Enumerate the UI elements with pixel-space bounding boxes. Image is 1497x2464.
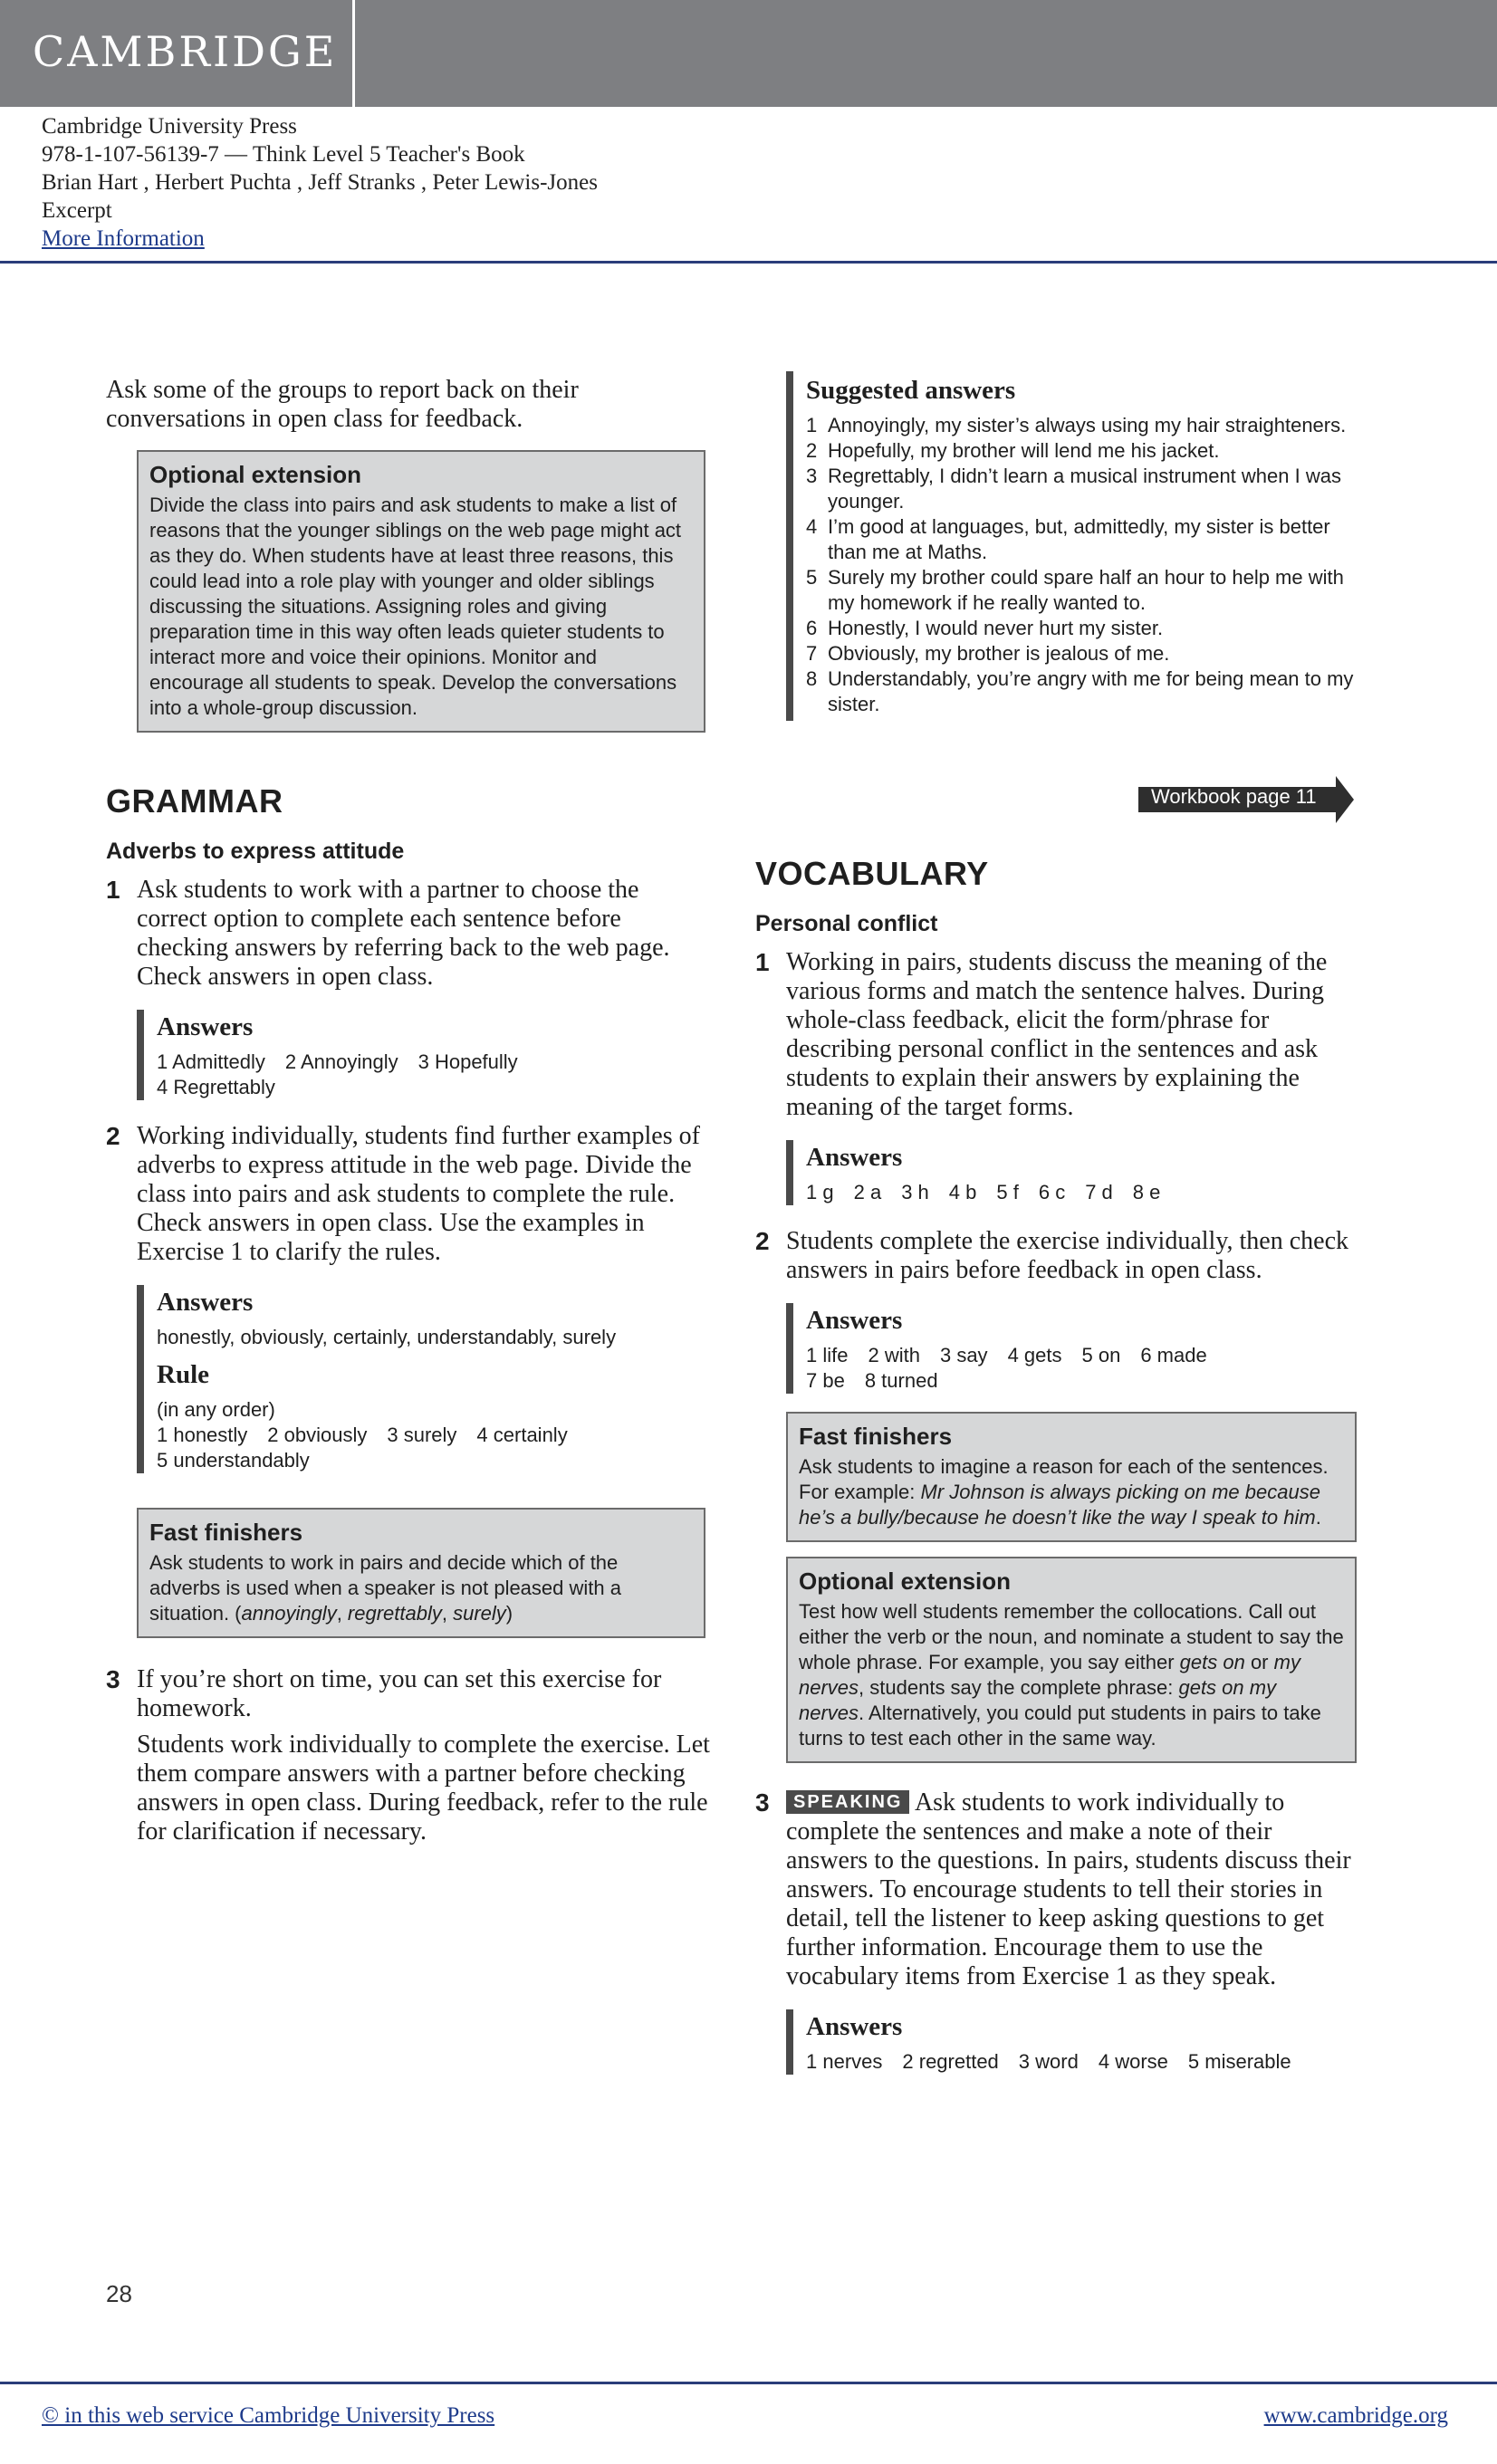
answers-title: Answers — [806, 1306, 903, 1335]
footer-website — [1264, 2403, 1448, 2429]
excerpt-label: Excerpt — [42, 198, 112, 223]
grammar-exercise-3 — [106, 1665, 711, 1846]
item-number: 5 — [806, 566, 818, 589]
item-text: Regrettably, I didn’t learn a musical instrument when I was younger. — [828, 465, 1341, 513]
body-text: ) — [505, 1602, 513, 1625]
answer-item: 8 e — [1132, 1181, 1161, 1203]
exercise-text: Students complete the exercise individually, then check answers in pairs before feedback in open class. — [786, 1227, 1348, 1284]
answer-item: 2 with — [868, 1344, 920, 1366]
authors: Brian Hart , Herbert Puchta , Jeff Stranks , Peter Lewis-Jones — [42, 170, 598, 195]
answers-title: Answers — [806, 1143, 903, 1172]
workbook-page-tag[interactable] — [1138, 776, 1354, 823]
answer-item: 1 life — [806, 1344, 849, 1366]
exercise-number: 2 — [755, 1227, 770, 1255]
rule-note: (in any order) — [157, 1398, 275, 1421]
answer-item: 4 worse — [1098, 2050, 1168, 2073]
answer-item: 7 d — [1085, 1181, 1113, 1203]
item-number: 7 — [806, 642, 818, 665]
item-text: Surely my brother could spare half an hour to help me with my homework if he really wanted to. — [828, 566, 1344, 614]
vocabulary-subheading: Personal conflict — [755, 911, 938, 936]
item-text: Honestly, I would never hurt my sister. — [828, 617, 1164, 639]
exercise-text-block — [137, 1665, 711, 1846]
answer-item: 6 c — [1038, 1181, 1066, 1203]
exercise-text: Ask students to work with a partner to choose the correct option to complete each sentence before checking answers by referring back to the web page. Check answers in open class. — [137, 876, 670, 991]
answer-item: 4 b — [948, 1181, 977, 1203]
body-text: Ask students to work in pairs and decide which of the adverbs is used when a speaker is not pleased with a situation. ( — [149, 1551, 621, 1625]
item-number: 2 — [806, 439, 818, 462]
italic-word: regrettably — [347, 1602, 442, 1625]
exercise-number: 2 — [106, 1122, 120, 1150]
answer-item: 5 f — [996, 1181, 1019, 1203]
exercise-text: If you’re short on time, you can set this exercise for homework. — [137, 1665, 662, 1722]
item-number: 3 — [806, 465, 818, 487]
answer-item: 3 h — [901, 1181, 929, 1203]
body-text: Ask students to imagine a reason for each of the sentences. For example: — [799, 1455, 1329, 1503]
website-link[interactable]: www.cambridge.org — [1263, 2403, 1448, 2428]
answers-line — [806, 1343, 1357, 1368]
suggested-answers-box — [786, 371, 1357, 721]
logo-block — [0, 0, 355, 107]
answer-item: 3 surely — [387, 1424, 457, 1446]
fast-finishers-body — [149, 1550, 693, 1626]
optional-extension-body — [799, 1599, 1344, 1751]
exercise-text: Students work individually to complete the exercise. Let them compare answers with a partner before checking answers in open class. During feedback, refer to the rule for clarification if necessary. — [137, 1731, 710, 1846]
item-number: 6 — [806, 617, 818, 639]
grammar-exercise-2 — [106, 1122, 711, 1267]
right-column — [755, 371, 1357, 721]
exercise-text: Ask students to work individually to complete the sentences and make a note of their answers to the questions. In pairs, students discuss their answers. To encourage students to tell their stories in detail, tell the listener to keep asking questions to get further information. Encourage them to use the vocabulary items from Exercise 1 as they speak. — [786, 1788, 1351, 1990]
publisher: Cambridge University Press — [42, 114, 297, 139]
fast-finishers-title: Fast finishers — [149, 1519, 303, 1546]
answers-line — [806, 2049, 1357, 2075]
speaking-tag: SPEAKING — [786, 1790, 909, 1814]
copyright-link[interactable]: © in this web service Cambridge University Press — [42, 2403, 495, 2428]
item-number: 4 — [806, 515, 818, 538]
workbook-page-label: Workbook page 11 — [1151, 785, 1317, 808]
italic-example: Mr Johnson is always picking on me because he’s a bully/because he doesn’t like the way I speak to him — [799, 1481, 1320, 1529]
italic-phrase: gets on — [1179, 1651, 1245, 1673]
list-item — [806, 464, 1357, 514]
fast-finishers-title: Fast finishers — [799, 1423, 953, 1450]
answer-item: 1 Admittedly — [157, 1050, 265, 1073]
italic-phrase: my nerves — [799, 1651, 1300, 1699]
body-text: . — [1315, 1506, 1321, 1529]
suggested-answers-title: Suggested answers — [806, 376, 1016, 405]
list-item — [806, 616, 1357, 641]
answer-item: 5 on — [1081, 1344, 1121, 1366]
vocabulary-exercise-2 — [755, 1227, 1357, 1285]
rule-title: Rule — [157, 1360, 209, 1389]
item-text: Annoyingly, my sister’s always using my hair straighteners. — [828, 414, 1347, 436]
item-text: Hopefully, my brother will lend me his jacket. — [828, 439, 1220, 462]
item-number: 8 — [806, 667, 818, 690]
body-text: or — [1244, 1651, 1274, 1673]
answer-item: 2 Annoyingly — [284, 1050, 398, 1073]
body-text: , students say the complete phrase: — [859, 1676, 1179, 1699]
suggested-answers-list — [806, 413, 1357, 717]
exercise-number: 1 — [106, 876, 120, 904]
answers-title: Answers — [157, 1288, 254, 1317]
right-column-vocabulary — [755, 856, 1357, 2075]
exercise-text-block — [786, 1788, 1357, 1991]
answer-item: 8 turned — [864, 1369, 938, 1392]
body-text: . Alternatively, you could put students in pairs to take turns to test each other in the same way. — [799, 1702, 1321, 1750]
list-item — [806, 666, 1357, 717]
answer-item: 2 regretted — [902, 2050, 999, 2073]
answer-item: 1 nerves — [806, 2050, 883, 2073]
grammar-subheading: Adverbs to express attitude — [106, 839, 405, 864]
answer-item: 3 say — [939, 1344, 988, 1366]
exercise-text: Working individually, students find further examples of adverbs to express attitude in the web page. Divide the class into pairs and ask students to complete the rule. Check answers in open class. Use the examples in Exercise 1 to clarify the rules. — [137, 1122, 700, 1266]
list-item — [806, 438, 1357, 464]
italic-phrase: gets on my nerves — [799, 1676, 1277, 1724]
list-item — [806, 514, 1357, 565]
answer-item: 3 word — [1018, 2050, 1079, 2073]
list-item — [806, 565, 1357, 616]
answer-item: 2 a — [853, 1181, 882, 1203]
optional-extension-title: Optional extension — [149, 461, 362, 488]
isbn-title: 978-1-107-56139-7 — Think Level 5 Teacher's Book — [42, 142, 525, 167]
list-item — [806, 413, 1357, 438]
answers-title: Answers — [806, 2012, 903, 2041]
fast-finishers-box — [786, 1412, 1357, 1542]
exercise-number: 1 — [755, 948, 770, 976]
list-item — [806, 641, 1357, 666]
answer-item: 4 certainly — [476, 1424, 568, 1446]
vocabulary-answers-3 — [786, 2009, 1357, 2075]
separator: , — [441, 1602, 454, 1625]
more-information-link[interactable]: More Information — [42, 226, 205, 251]
answer-item: 3 Hopefully — [417, 1050, 518, 1073]
vocabulary-heading: VOCABULARY — [755, 855, 989, 892]
vocabulary-exercise-3 — [755, 1788, 1357, 1991]
item-number: 1 — [806, 414, 818, 436]
rule-line — [157, 1423, 711, 1448]
rule-line: 5 understandably — [157, 1449, 310, 1472]
fast-finishers-box — [137, 1508, 705, 1638]
vocabulary-answers-1 — [786, 1140, 1357, 1205]
answers-line: honestly, obviously, certainly, understandably, surely — [157, 1326, 617, 1348]
body-text: Test how well students remember the collocations. Call out either the verb or the noun, and nominate a student to say the whole phrase. For example, you say either — [799, 1600, 1344, 1673]
italic-word: annoyingly — [241, 1602, 337, 1625]
grammar-exercise-1 — [106, 876, 711, 992]
answer-item: 1 g — [806, 1181, 834, 1203]
optional-extension-title: Optional extension — [799, 1568, 1012, 1595]
answer-item: 5 miserable — [1187, 2050, 1291, 2073]
answers-line: 4 Regrettably — [157, 1076, 275, 1098]
answers-line — [806, 1180, 1357, 1205]
separator: , — [336, 1602, 348, 1625]
answer-item: 4 gets — [1007, 1344, 1062, 1366]
optional-extension-box — [786, 1557, 1357, 1763]
exercise-text: Working in pairs, students discuss the meaning of the various forms and match the sentence halves. During whole-class feedback, elicit the form/phrase for describing personal conflict in the sentences and ask students to explain their answers by explaining the meaning of the target forms. — [786, 948, 1328, 1121]
left-column — [106, 376, 711, 1846]
answer-item: 6 made — [1140, 1344, 1207, 1366]
grammar-answers-2 — [137, 1285, 711, 1473]
intro-text: Ask some of the groups to report back on their conversations in open class for feedback. — [106, 376, 579, 433]
answer-item: 7 be — [806, 1369, 845, 1392]
page-number: 28 — [106, 2280, 132, 2307]
footer-copyright — [42, 2403, 494, 2429]
vocabulary-exercise-1 — [755, 948, 1357, 1122]
item-text: I’m good at languages, but, admittedly, my sister is better than me at Maths. — [828, 515, 1330, 563]
answers-title: Answers — [157, 1012, 254, 1041]
answer-item: 1 honestly — [157, 1424, 248, 1446]
answers-line — [806, 1368, 1357, 1394]
answers-line — [157, 1050, 711, 1075]
top-banner — [0, 0, 1497, 107]
fast-finishers-body — [799, 1454, 1344, 1530]
answer-item: 2 obviously — [267, 1424, 368, 1446]
item-text: Obviously, my brother is jealous of me. — [828, 642, 1170, 665]
exercise-number: 3 — [106, 1665, 120, 1693]
italic-word: surely — [453, 1602, 506, 1625]
exercise-number: 3 — [755, 1788, 770, 1817]
header-divider — [0, 261, 1497, 264]
optional-extension-box — [137, 450, 705, 733]
footer-divider — [0, 2382, 1497, 2384]
cambridge-logo[interactable]: CAMBRIDGE — [33, 27, 338, 76]
grammar-answers-1 — [137, 1010, 711, 1100]
vocabulary-answers-2 — [786, 1303, 1357, 1394]
item-text: Understandably, you’re angry with me for being mean to my sister. — [828, 667, 1354, 715]
optional-extension-body: Divide the class into pairs and ask students to make a list of reasons that the younger siblings on the web page might act as they do. When students have at least three reasons, this could lead into a role play with younger and older siblings discussing the situations. Assigning roles and giving preparation time in this way often leads quieter students to interact more and voice their opinions. Monitor and encourage all students to speak. Develop the conversations into a whole-group discussion. — [149, 494, 682, 719]
grammar-heading: GRAMMAR — [106, 782, 283, 820]
publication-info — [42, 112, 598, 253]
